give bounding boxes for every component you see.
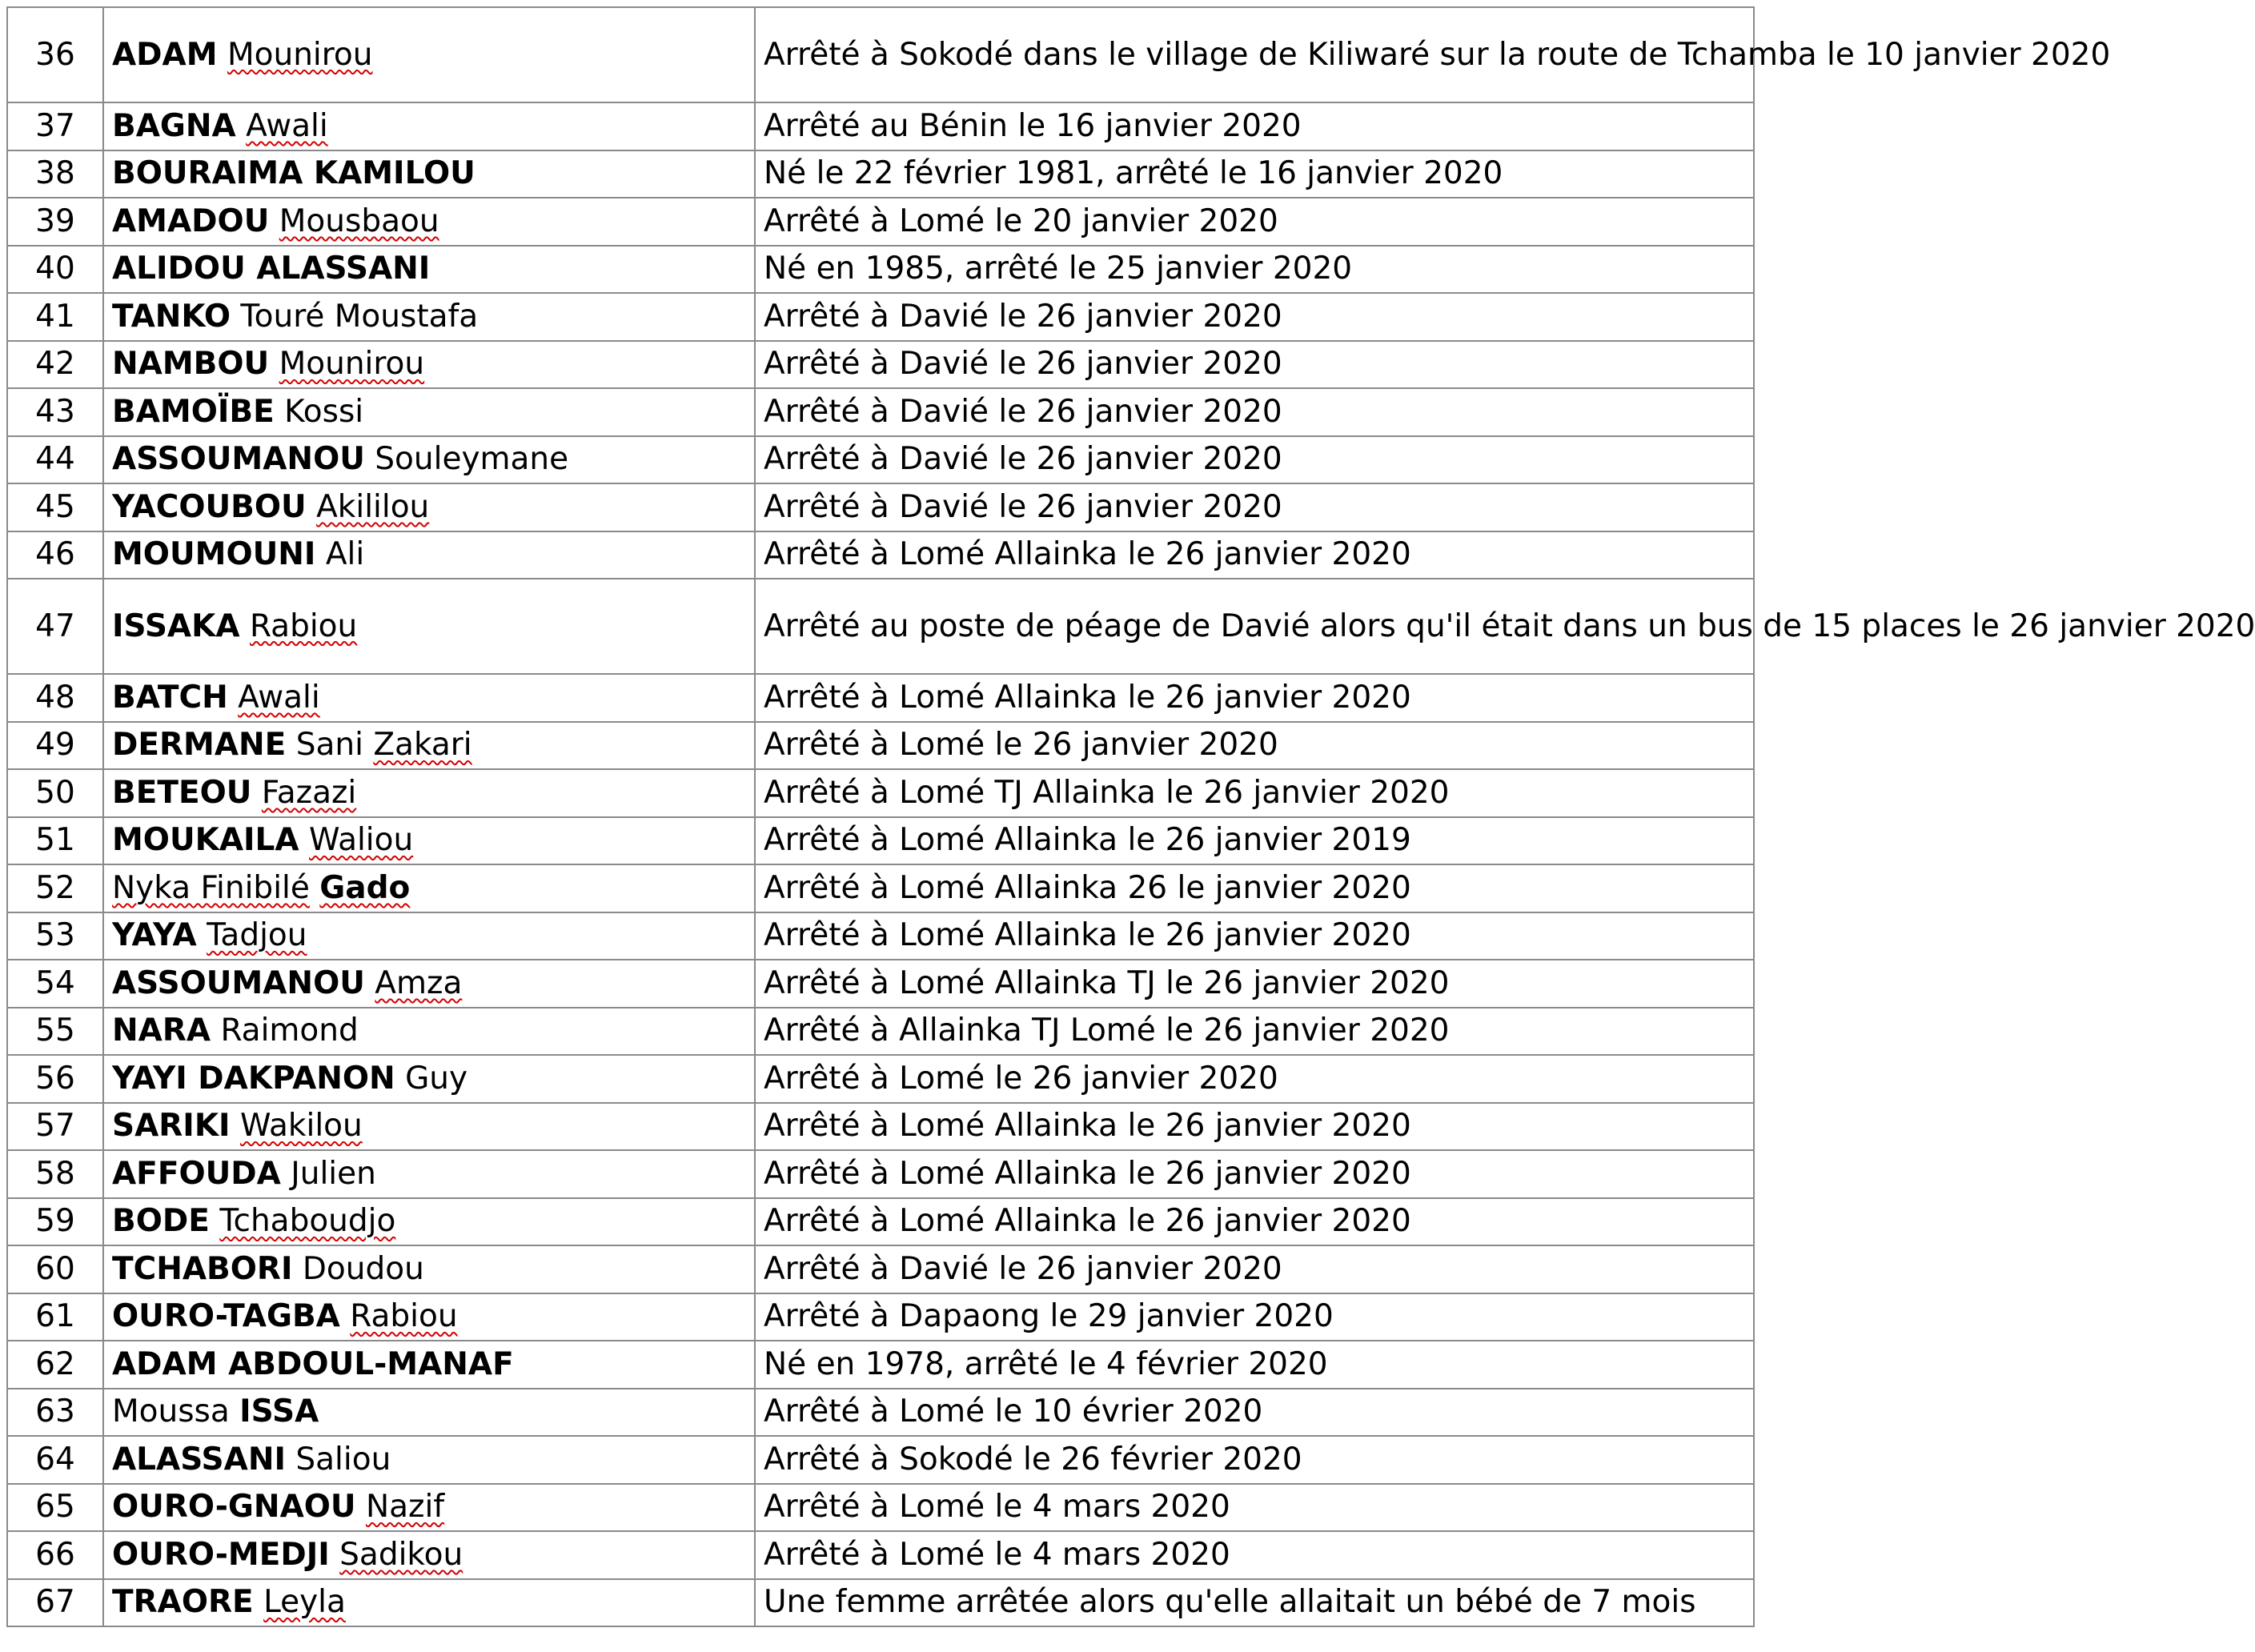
surname-text: BAMOÏBE	[112, 393, 275, 430]
table-row	[7, 1055, 1754, 1103]
given-name-text: Zakari	[373, 727, 472, 764]
given-name-text: Akililou	[316, 488, 430, 525]
name-cell	[103, 912, 755, 960]
given-name-text	[269, 203, 279, 239]
surname-text: TCHABORI	[112, 1250, 293, 1287]
given-name-text: Mousbaou	[279, 202, 439, 239]
table-row	[7, 1103, 1754, 1151]
row-number-cell: 54	[7, 960, 103, 1008]
arrest-details-cell: Arrêté à Lomé le 4 mars 2020	[755, 1484, 1754, 1532]
arrest-details-cell: Arrêté à Sokodé le 26 février 2020	[755, 1436, 1754, 1484]
table-row	[7, 722, 1754, 770]
surname-text: ISSA	[239, 1393, 319, 1430]
table-row	[7, 150, 1754, 198]
surname-text: TRAORE	[112, 1584, 254, 1621]
table-row	[7, 912, 1754, 960]
given-name-text: Ali	[315, 536, 365, 573]
given-name-text: Nyka Finibilé	[112, 869, 310, 906]
surname-text: MOUKAILA	[112, 822, 299, 859]
arrest-details-cell: Arrêté à Lomé le 26 janvier 2020	[755, 722, 1754, 770]
table-row	[7, 1436, 1754, 1484]
surname-text: ASSOUMANOU	[112, 964, 365, 1001]
row-number-cell: 49	[7, 722, 103, 770]
table-row	[7, 960, 1754, 1008]
table-row	[7, 1484, 1754, 1532]
surname-text: NAMBOU	[112, 346, 270, 383]
arrest-details-cell: Arrêté à Davié le 26 janvier 2020	[755, 436, 1754, 484]
arrest-details-cell: Arrêté à Allainka TJ Lomé le 26 janvier 2020	[755, 1008, 1754, 1056]
row-number-cell: 47	[7, 579, 103, 674]
row-number-cell: 36	[7, 7, 103, 102]
name-cell	[103, 1198, 755, 1246]
given-name-text	[210, 1203, 219, 1239]
table-row	[7, 1245, 1754, 1293]
name-cell	[103, 1531, 755, 1579]
name-cell	[103, 1389, 755, 1437]
given-name-text: Tadjou	[207, 917, 307, 954]
arrest-details-cell: Arrêté à Lomé Allainka le 26 janvier 2020	[755, 1103, 1754, 1151]
name-cell	[103, 674, 755, 722]
given-name-text: Touré Moustafa	[231, 298, 479, 335]
surname-text: ADAM	[112, 36, 218, 73]
arrest-details-cell: Arrêté à Lomé Allainka 26 le janvier 2020	[755, 864, 1754, 912]
given-name-text: Rabiou	[350, 1298, 458, 1335]
surname-text: Gado	[319, 869, 411, 906]
row-number-cell: 48	[7, 674, 103, 722]
name-cell	[103, 579, 755, 674]
given-name-text: Mounirou	[279, 346, 425, 383]
arrest-details-cell: Arrêté à Lomé Allainka le 26 janvier 2020	[755, 1150, 1754, 1198]
row-number-cell: 63	[7, 1389, 103, 1437]
given-name-text	[218, 37, 227, 73]
row-number-cell: 56	[7, 1055, 103, 1103]
name-cell	[103, 1008, 755, 1056]
surname-text: OURO-MEDJI	[112, 1536, 330, 1573]
name-cell	[103, 246, 755, 294]
table-row	[7, 769, 1754, 817]
name-cell	[103, 1341, 755, 1389]
arrest-details-cell: Arrêté à Lomé le 10 évrier 2020	[755, 1389, 1754, 1437]
arrest-details-cell: Arrêté à Lomé Allainka le 26 janvier 2020	[755, 912, 1754, 960]
table-row	[7, 579, 1754, 674]
table-row	[7, 1293, 1754, 1341]
row-number-cell: 43	[7, 388, 103, 436]
given-name-text: Saliou	[285, 1441, 391, 1478]
name-cell	[103, 7, 755, 102]
row-number-cell: 64	[7, 1436, 103, 1484]
table-row	[7, 1531, 1754, 1579]
surname-text: ISSAKA	[112, 607, 240, 644]
given-name-text: Moussa	[112, 1393, 240, 1430]
given-name-text: Nazif	[365, 1489, 445, 1526]
name-cell	[103, 1103, 755, 1151]
surname-text: BATCH	[112, 679, 228, 716]
name-cell	[103, 960, 755, 1008]
name-cell	[103, 388, 755, 436]
name-cell	[103, 864, 755, 912]
given-name-text	[310, 870, 319, 906]
given-name-text	[240, 608, 250, 644]
surname-text: ALIDOU ALASSANI	[112, 251, 431, 287]
arrest-details-cell: Arrêté au poste de péage de Davié alors qu'il était dans un bus de 15 places le 26 janvier 2020	[755, 579, 1754, 674]
table-row	[7, 7, 1754, 102]
given-name-text	[254, 1584, 263, 1620]
given-name-text: Awali	[246, 107, 328, 144]
given-name-text: Sadikou	[339, 1536, 463, 1573]
name-cell	[103, 1150, 755, 1198]
row-number-cell: 57	[7, 1103, 103, 1151]
name-cell	[103, 341, 755, 389]
given-name-text: Mounirou	[227, 36, 373, 73]
row-number-cell: 50	[7, 769, 103, 817]
given-name-text	[197, 917, 207, 953]
arrest-details-cell: Arrêté à Davié le 26 janvier 2020	[755, 293, 1754, 341]
name-cell	[103, 1293, 755, 1341]
table-row	[7, 1150, 1754, 1198]
arrest-details-cell: Né le 22 février 1981, arrêté le 16 janvier 2020	[755, 150, 1754, 198]
surname-text: ASSOUMANOU	[112, 441, 365, 478]
row-number-cell: 61	[7, 1293, 103, 1341]
name-cell	[103, 293, 755, 341]
given-name-text	[236, 108, 246, 144]
arrest-details-cell: Arrêté à Dapaong le 29 janvier 2020	[755, 1293, 1754, 1341]
table-row	[7, 246, 1754, 294]
given-name-text: Julien	[280, 1155, 376, 1192]
row-number-cell: 44	[7, 436, 103, 484]
surname-text: YAYI DAKPANON	[112, 1060, 395, 1097]
name-cell	[103, 722, 755, 770]
table-row	[7, 198, 1754, 246]
given-name-text	[231, 1108, 240, 1144]
table-row	[7, 1008, 1754, 1056]
arrest-details-cell: Arrêté à Sokodé dans le village de Kiliwaré sur la route de Tchamba le 10 janvier 2020	[755, 7, 1754, 102]
surname-text: ALASSANI	[112, 1441, 286, 1478]
row-number-cell: 41	[7, 293, 103, 341]
name-cell	[103, 150, 755, 198]
given-name-text: Raimond	[211, 1012, 359, 1049]
table-row	[7, 102, 1754, 150]
given-name-text	[269, 346, 279, 382]
arrest-details-cell: Arrêté à Lomé le 20 janvier 2020	[755, 198, 1754, 246]
name-cell	[103, 102, 755, 150]
given-name-text: Rabiou	[249, 607, 358, 644]
name-cell	[103, 531, 755, 579]
surname-text: YACOUBOU	[112, 488, 307, 525]
arrest-details-cell: Arrêté à Davié le 26 janvier 2020	[755, 388, 1754, 436]
given-name-text	[228, 680, 238, 716]
given-name-text: Kossi	[274, 393, 364, 430]
arrest-details-cell: Né en 1985, arrêté le 25 janvier 2020	[755, 246, 1754, 294]
surname-text: BAGNA	[112, 107, 236, 144]
arrest-details-cell: Né en 1978, arrêté le 4 février 2020	[755, 1341, 1754, 1389]
arrest-details-cell: Arrêté à Lomé Allainka le 26 janvier 2020	[755, 531, 1754, 579]
given-name-text: Leyla	[263, 1584, 346, 1621]
given-name-text: Sani	[286, 727, 374, 764]
given-name-text: Souleymane	[364, 441, 569, 478]
row-number-cell: 65	[7, 1484, 103, 1532]
given-name-text	[330, 1537, 339, 1573]
given-name-text: Waliou	[309, 822, 414, 859]
given-name-text: Fazazi	[261, 774, 357, 811]
name-cell	[103, 1484, 755, 1532]
given-name-text: Doudou	[292, 1250, 424, 1287]
surname-text: MOUMOUNI	[112, 536, 316, 573]
name-cell	[103, 817, 755, 865]
table-row	[7, 388, 1754, 436]
surname-text: BETEOU	[112, 774, 252, 811]
given-name-text	[356, 1489, 366, 1525]
arrest-details-cell: Arrêté à Davié le 26 janvier 2020	[755, 341, 1754, 389]
row-number-cell: 46	[7, 531, 103, 579]
surname-text: OURO-GNAOU	[112, 1489, 356, 1526]
table-row	[7, 817, 1754, 865]
surname-text: SARIKI	[112, 1108, 231, 1145]
row-number-cell: 39	[7, 198, 103, 246]
arrest-details-cell: Arrêté à Davié le 26 janvier 2020	[755, 1245, 1754, 1293]
arrest-details-cell: Une femme arrêtée alors qu'elle allaitait un bébé de 7 mois	[755, 1579, 1754, 1627]
given-name-text: Awali	[238, 679, 320, 716]
given-name-text	[365, 965, 375, 1001]
surname-text: ADAM ABDOUL-MANAF	[112, 1345, 514, 1382]
detainee-table-body	[7, 7, 2255, 1626]
surname-text: BODE	[112, 1203, 210, 1240]
arrest-details-cell: Arrêté à Lomé Allainka le 26 janvier 2020	[755, 1198, 1754, 1246]
given-name-text: Wakilou	[239, 1108, 363, 1145]
table-row	[7, 1198, 1754, 1246]
row-number-cell: 42	[7, 341, 103, 389]
table-row	[7, 1341, 1754, 1389]
given-name-text	[299, 822, 309, 858]
table-row	[7, 293, 1754, 341]
arrest-details-cell: Arrêté à Lomé Allainka le 26 janvier 2019	[755, 817, 1754, 865]
row-number-cell: 60	[7, 1245, 103, 1293]
given-name-text: Amza	[375, 964, 463, 1001]
table-row	[7, 531, 1754, 579]
row-number-cell: 53	[7, 912, 103, 960]
arrest-details-cell: Arrêté à Davié le 26 janvier 2020	[755, 483, 1754, 531]
table-row	[7, 674, 1754, 722]
name-cell	[103, 1055, 755, 1103]
row-number-cell: 62	[7, 1341, 103, 1389]
table-row	[7, 864, 1754, 912]
row-number-cell: 51	[7, 817, 103, 865]
row-number-cell: 58	[7, 1150, 103, 1198]
table-row	[7, 341, 1754, 389]
row-number-cell: 52	[7, 864, 103, 912]
row-number-cell: 67	[7, 1579, 103, 1627]
table-row	[7, 1389, 1754, 1437]
row-number-cell: 55	[7, 1008, 103, 1056]
table-row	[7, 436, 1754, 484]
given-name-text	[251, 775, 261, 811]
arrest-details-cell: Arrêté au Bénin le 16 janvier 2020	[755, 102, 1754, 150]
surname-text: TANKO	[112, 298, 231, 335]
row-number-cell: 59	[7, 1198, 103, 1246]
row-number-cell: 40	[7, 246, 103, 294]
surname-text: AMADOU	[112, 202, 270, 239]
given-name-text: Guy	[395, 1060, 468, 1097]
surname-text: BOURAIMA KAMILOU	[112, 155, 475, 192]
surname-text: OURO-TAGBA	[112, 1298, 340, 1335]
name-cell	[103, 1436, 755, 1484]
name-cell	[103, 198, 755, 246]
row-number-cell: 45	[7, 483, 103, 531]
arrest-details-cell: Arrêté à Lomé Allainka le 26 janvier 2020	[755, 674, 1754, 722]
table-row	[7, 483, 1754, 531]
surname-text: DERMANE	[112, 727, 287, 764]
table-row	[7, 1579, 1754, 1627]
name-cell	[103, 769, 755, 817]
given-name-text	[307, 489, 316, 525]
row-number-cell: 37	[7, 102, 103, 150]
name-cell	[103, 483, 755, 531]
name-cell	[103, 1245, 755, 1293]
arrest-details-cell: Arrêté à Lomé le 26 janvier 2020	[755, 1055, 1754, 1103]
given-name-text	[340, 1298, 350, 1334]
arrest-details-cell: Arrêté à Lomé Allainka TJ le 26 janvier 2020	[755, 960, 1754, 1008]
name-cell	[103, 1579, 755, 1627]
row-number-cell: 66	[7, 1531, 103, 1579]
detainee-table	[6, 6, 2255, 1627]
surname-text: AFFOUDA	[112, 1155, 281, 1192]
surname-text: NARA	[112, 1012, 211, 1049]
arrest-details-cell: Arrêté à Lomé TJ Allainka le 26 janvier 2020	[755, 769, 1754, 817]
given-name-text: Tchaboudjo	[219, 1203, 396, 1240]
arrest-details-cell: Arrêté à Lomé le 4 mars 2020	[755, 1531, 1754, 1579]
name-cell	[103, 436, 755, 484]
surname-text: YAYA	[112, 917, 197, 954]
row-number-cell: 38	[7, 150, 103, 198]
